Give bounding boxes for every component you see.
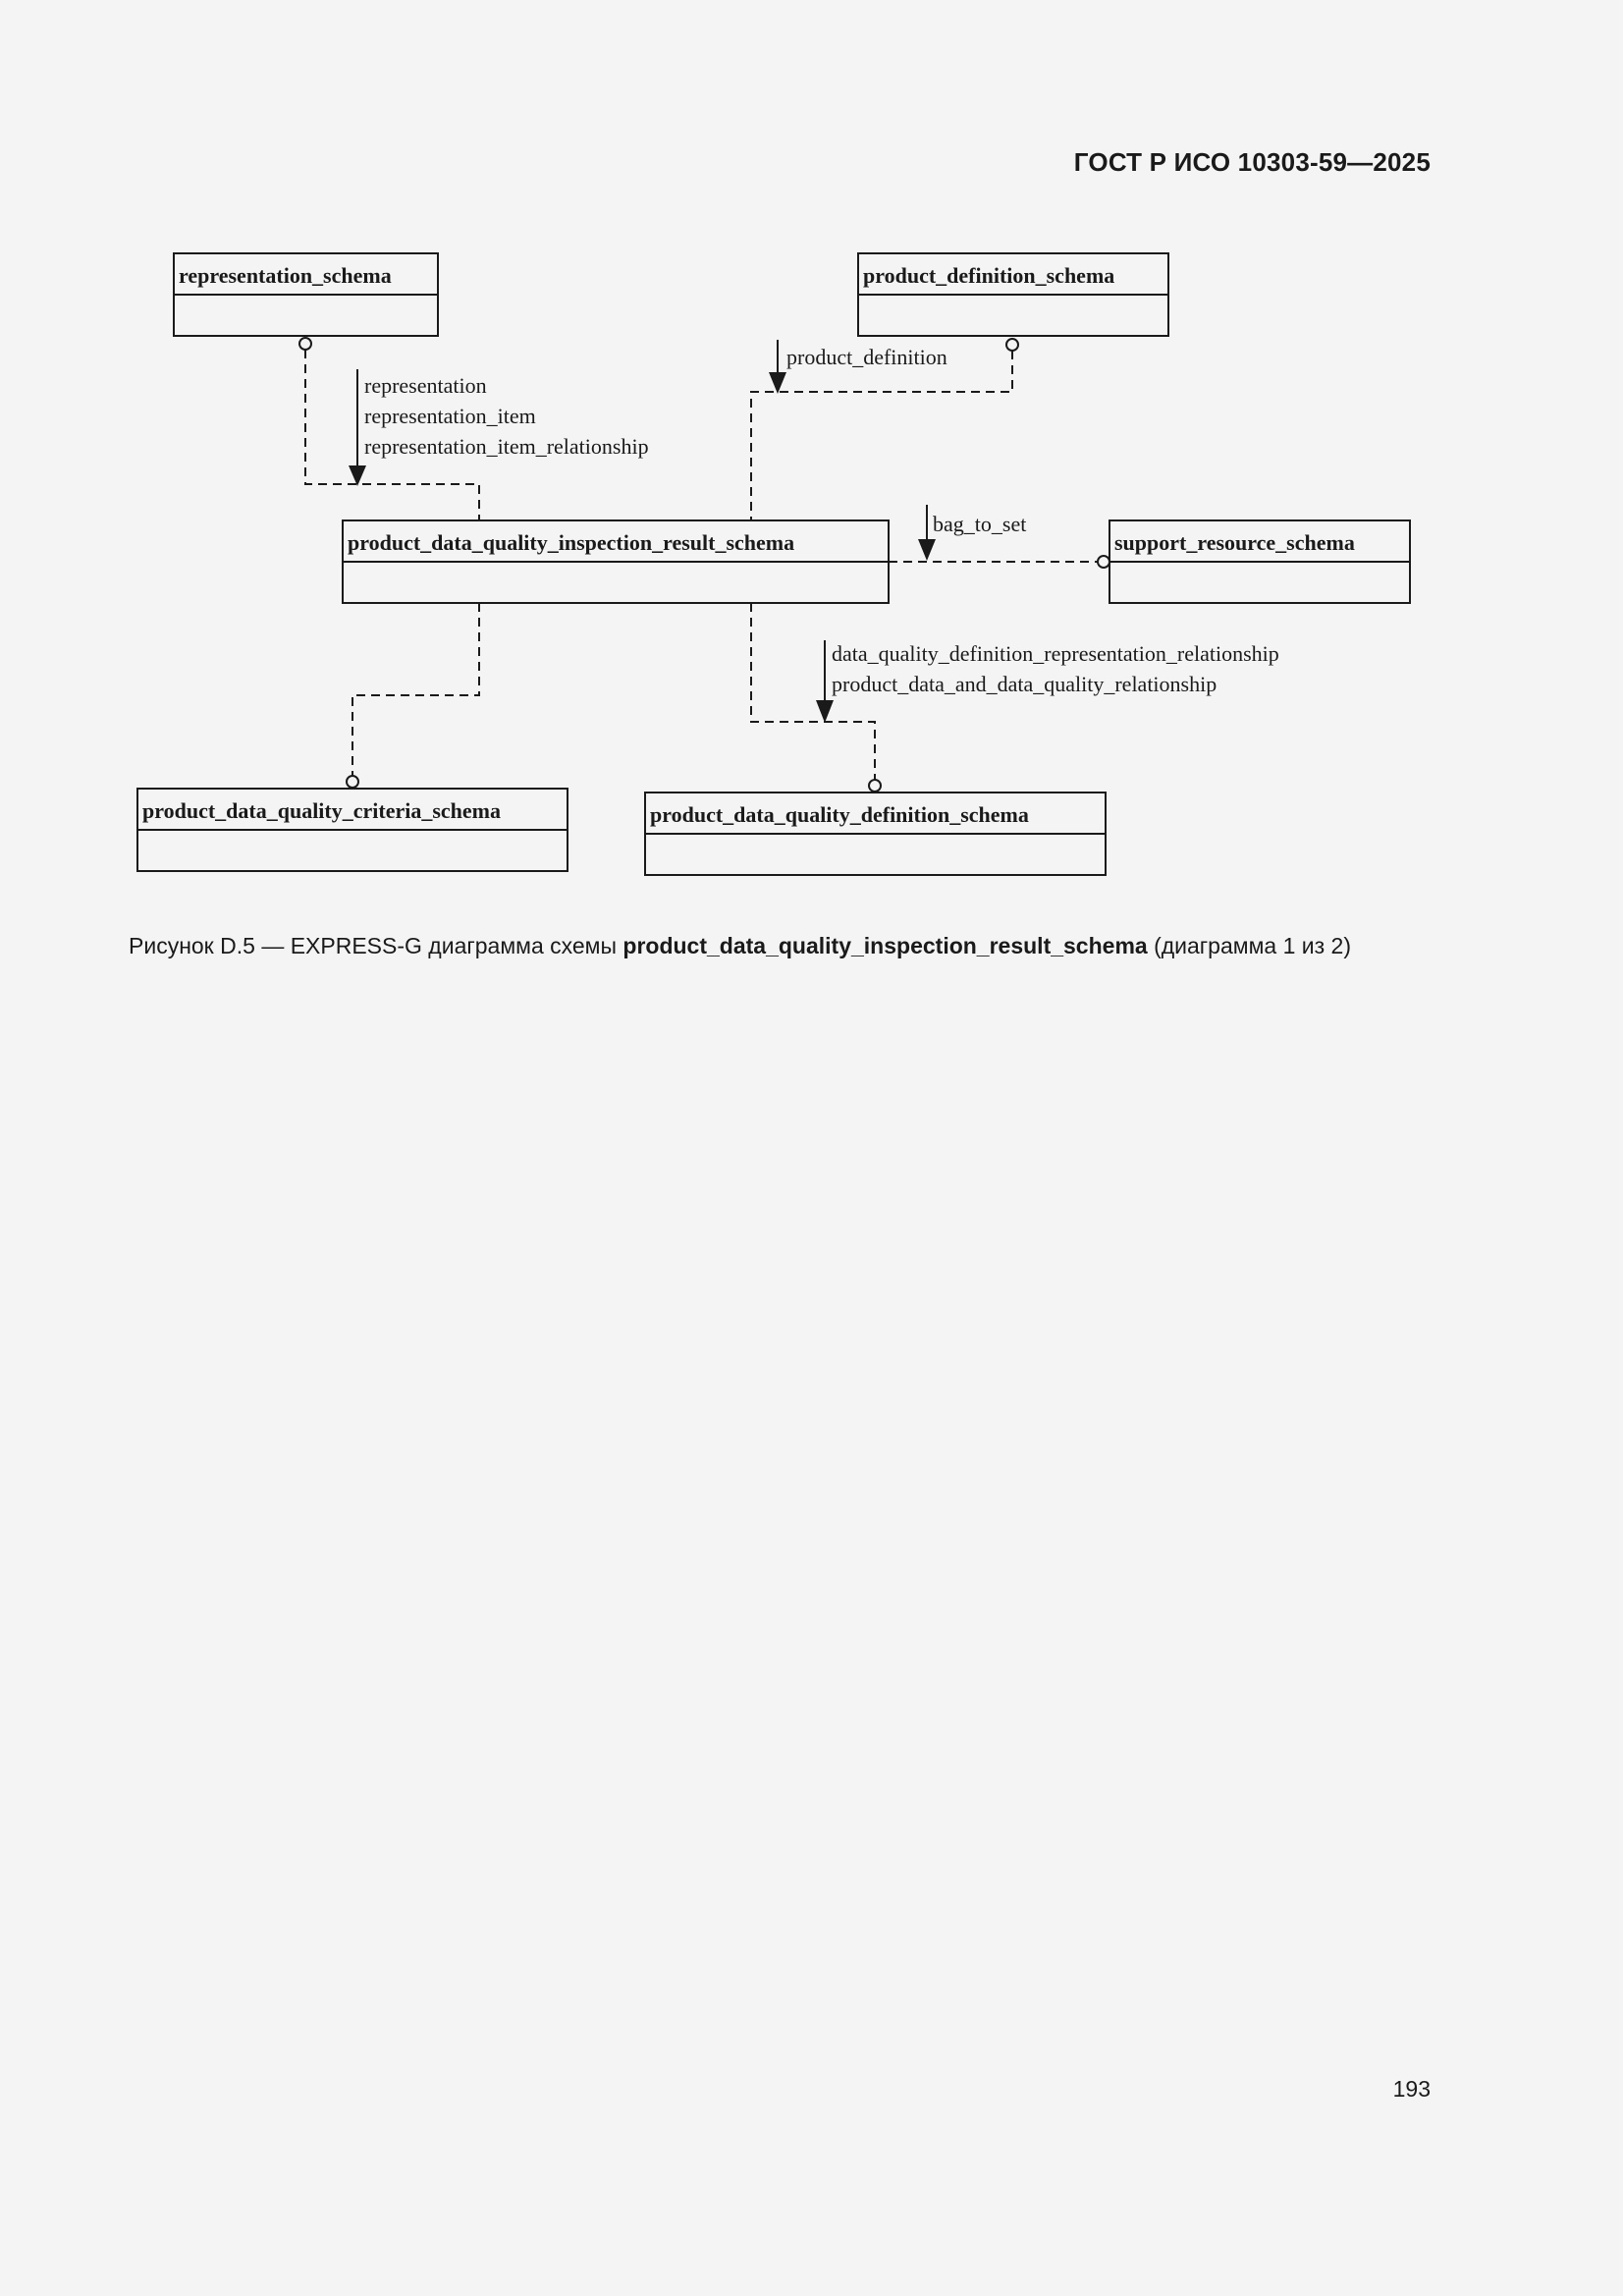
relation-label-representation-0: representation [364, 373, 487, 398]
relation-label-support-resource: bag_to_set [933, 512, 1027, 536]
connector-criteria [347, 603, 479, 788]
document-standard-header: ГОСТ Р ИСО 10303-59—2025 [1073, 147, 1431, 177]
relation-label-representation-1: representation_item [364, 404, 536, 428]
relation-label-quality-definition-0: data_quality_definition_representation_relationship [832, 641, 1279, 666]
schema-box-representation [174, 253, 438, 336]
connector-quality-definition [751, 603, 1279, 792]
schema-box-criteria [137, 789, 568, 871]
schema-title-criteria: product_data_quality_criteria_schema [142, 798, 502, 823]
relation-label-quality-definition-1: product_data_and_data_quality_relationship [832, 672, 1217, 696]
connector-product-definition [751, 339, 1018, 520]
schema-box-support-resource [1109, 520, 1410, 603]
schema-title-support-resource: support_resource_schema [1114, 530, 1355, 555]
schema-title-representation: representation_schema [179, 263, 392, 288]
relation-label-product-definition: product_definition [786, 345, 947, 369]
schema-title-quality-definition: product_data_quality_definition_schema [650, 802, 1029, 827]
caption-prefix: Рисунок D.5 — EXPRESS-G диаграмма схемы [129, 933, 623, 958]
connector-representation [299, 338, 649, 520]
schema-box-product-definition [858, 253, 1168, 336]
schema-title-inspection-result: product_data_quality_inspection_result_schema [348, 530, 795, 555]
caption-schema-name: product_data_quality_inspection_result_schema [622, 933, 1148, 958]
connector-support-resource [889, 505, 1109, 568]
schema-box-inspection-result [343, 520, 889, 603]
schema-box-quality-definition [645, 793, 1106, 875]
caption-suffix: (диаграмма 1 из 2) [1147, 933, 1351, 958]
express-g-diagram [0, 0, 1623, 903]
schema-title-product-definition: product_definition_schema [863, 263, 1115, 288]
figure-caption [129, 933, 1351, 959]
relation-label-representation-2: representation_item_relationship [364, 434, 649, 459]
page-number: 193 [1392, 2076, 1431, 2102]
